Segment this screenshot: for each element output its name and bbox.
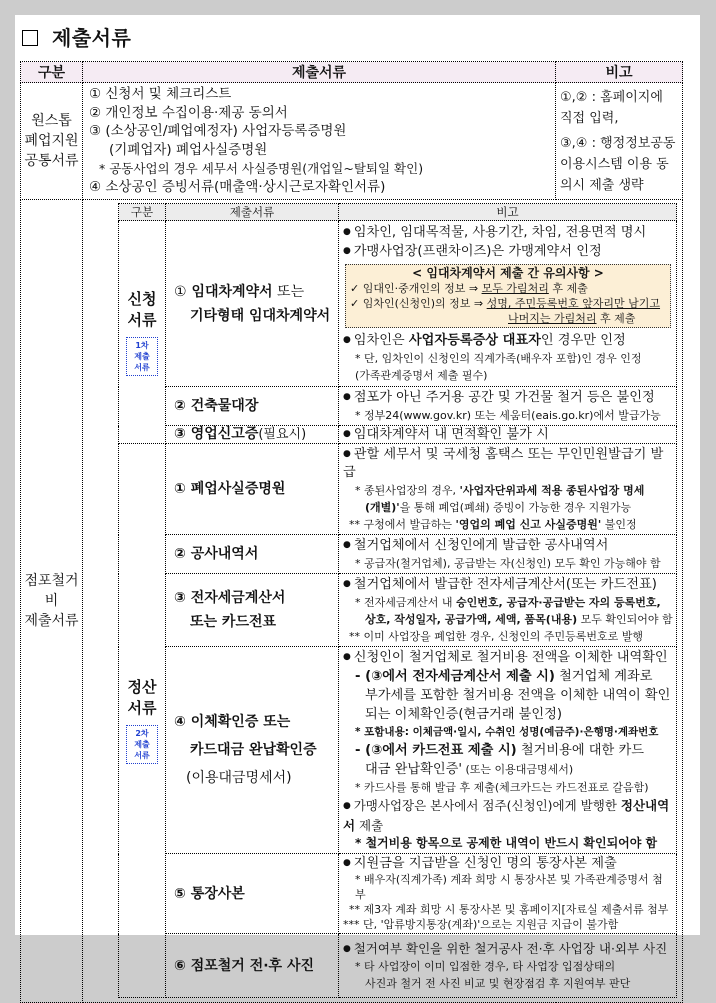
table-row-invoice xyxy=(119,574,677,647)
dash-sub: (또는 이용대금명세서) xyxy=(462,763,574,776)
bullet-text: 가맹사업장은 본사에서 점주(신청인)에게 발행한 xyxy=(353,798,621,813)
table-row-photos xyxy=(119,934,677,998)
note: * 철거비용 항목으로 공제한 내역이 반드시 확인되어야 함 xyxy=(355,836,658,850)
table-row-closure xyxy=(21,200,683,1003)
common-remarks xyxy=(556,83,683,200)
dash-text: 철거업체 계좌로 xyxy=(554,669,653,684)
notice-text: 후 제출 xyxy=(596,312,636,325)
bullet-text: 임차인은 xyxy=(353,333,409,348)
documents-table xyxy=(20,61,683,1003)
note: 사진과 철거 전 사진 비교 및 현장점검 후 지원여부 판단 xyxy=(365,976,631,990)
note: * 포함내용: 이체금액·일시, 수취인 성명(예금주)·은행명·계좌번호 xyxy=(355,726,659,738)
dash-text: 철거비용에 대한 카드 xyxy=(516,743,644,758)
notice-text: ✓ 임대인·중개인의 정보 ⇒ xyxy=(350,282,482,295)
note-text: 모두 확인되어야 함 xyxy=(577,613,673,626)
badge-line: 제출 xyxy=(134,351,150,361)
lease-notice-box xyxy=(345,264,671,328)
section-settlement xyxy=(119,444,166,998)
note: * 단, 임차인이 신청인의 직계가족(배우자 포함)인 경우 인정 xyxy=(355,352,642,365)
bullet: ● 가맹사업장(프랜차이즈)은 가맹계약서 인정 xyxy=(343,242,673,261)
table-row-bankbook xyxy=(119,854,677,934)
remarks-construction xyxy=(339,535,677,574)
note: ** 제3자 계좌 희망 시 통장사본 및 홈페이지[자료실 제출서류 첨부 xyxy=(349,903,669,916)
category-common xyxy=(21,83,83,200)
table-row-common xyxy=(21,83,683,200)
note: * 정부24(www.gov.kr) 또는 세움터(eais.go.kr)에서 발급가능 xyxy=(355,409,661,422)
category-line: 제출서류 xyxy=(24,613,79,629)
doc-name: ③ 전자세금계산서 xyxy=(174,590,286,606)
section-label: 서류 xyxy=(127,699,157,717)
remarks-invoice xyxy=(339,574,677,647)
col-header-category: 구분 xyxy=(21,62,83,83)
submission-badge-2 xyxy=(126,725,158,764)
section-application xyxy=(119,221,166,444)
header-row xyxy=(21,62,683,83)
col-header-remarks: 비고 xyxy=(556,62,683,83)
notice-underlined: 모두 가림처리 xyxy=(481,282,549,295)
section-title xyxy=(22,22,131,51)
note-text: 불인정 xyxy=(601,518,637,531)
inner-col-header-documents: 제출서류 xyxy=(166,204,339,221)
list-item: ① 신청서 및 체크리스트 xyxy=(89,86,232,103)
note: (가족관계증명서 제출 필수) xyxy=(355,369,488,382)
inner-header-row xyxy=(119,204,677,221)
doc-sub: (이용대금명세서) xyxy=(186,770,292,786)
bullet: ● 점포가 아닌 주거용 공간 및 가건물 철거 등은 불인정 xyxy=(343,388,673,407)
list-note: * 공동사업의 경우 세무서 사실증명원(개업일~탈퇴일 확인) xyxy=(99,160,424,176)
remark-text: ③,④ : 행정정보공동이용시스템 이용 동의시 제출 생략 xyxy=(560,135,676,193)
section-title-text: 제출서류 xyxy=(52,26,132,50)
bullet: ● 철거업체에서 신청인에게 발급한 공사내역서 xyxy=(343,536,673,555)
doc-tax-invoice xyxy=(166,574,339,647)
table-row-building xyxy=(119,387,677,426)
doc-name-line2: 기타형태 임대차계약서 xyxy=(190,307,331,324)
category-closure xyxy=(21,200,83,1003)
note-text: * 전자세금계산서 내 xyxy=(355,596,456,609)
bullet: ● 관할 세무서 및 국세청 홈택스 또는 무인민원발급기 발급 xyxy=(343,445,673,482)
doc-name-line2: 또는 카드전표 xyxy=(190,614,277,630)
bullet: ● 임차인, 임대목적물, 사용기간, 차임, 전용면적 명시 xyxy=(343,223,673,242)
note-bold: '사업자단위과세 적용 종된사업장 명세 xyxy=(459,484,645,497)
remarks-closure-cert xyxy=(339,444,677,535)
doc-transfer-confirmation xyxy=(166,647,339,854)
note: *** 단, '압류방지통장(계좌)'으로는 지원금 지급이 불가함 xyxy=(343,918,619,931)
bullet-bold: 정산내역서 xyxy=(343,798,670,833)
note: ** 이미 사업장을 폐업한 경우, 신청인의 주민등록번호로 발행 xyxy=(349,630,643,643)
note-bold: 상호, 작성일자, 공급가액, 세액, 품목(내용) xyxy=(365,613,578,626)
doc-construction-details: ② 공사내역서 xyxy=(166,535,339,574)
inner-col-header-category: 구분 xyxy=(119,204,166,221)
note: * 카드사를 통해 발급 후 제출(체크카드는 카드전표로 갈음함) xyxy=(355,781,649,794)
badge-line: 서류 xyxy=(134,362,150,372)
col-header-documents: 제출서류 xyxy=(83,62,556,83)
doc-store-photos: ⑥ 점포철거 전·후 사진 xyxy=(166,934,339,998)
common-documents xyxy=(83,83,556,200)
remarks-business xyxy=(339,426,677,444)
doc-sub: (필요시) xyxy=(258,427,307,442)
doc-name: 임대차계약서 xyxy=(191,283,273,300)
closure-documents-cell xyxy=(83,200,683,1003)
badge-line: 서류 xyxy=(134,751,150,760)
doc-name: ④ 이체확인증 또는 xyxy=(174,714,291,730)
bullet: ● 철거업체에서 발급한 전자세금계산서(또는 카드전표) xyxy=(343,575,673,594)
doc-bankbook-copy: ⑤ 통장사본 xyxy=(166,854,339,934)
category-line: 원스톱 xyxy=(31,113,72,129)
dash-text: 되는 이체확인증(현금거래 불인정) xyxy=(365,707,563,722)
closure-documents-table xyxy=(118,203,677,998)
doc-name-line2: 카드대금 완납확인증 xyxy=(190,742,317,758)
list-item: ③ (소상공인/폐업예정자) 사업자등록증명원 xyxy=(89,123,347,140)
note: * 타 사업장이 이미 입점한 경우, 타 사업장 입점상태의 xyxy=(355,959,616,973)
note-bold: 승인번호, 공급자·공급받는 자의 등록번호, xyxy=(456,596,661,609)
table-row-construction xyxy=(119,535,677,574)
badge-line: 제출 xyxy=(134,740,150,749)
category-line: 폐업지원 xyxy=(24,133,79,149)
doc-or: 또는 xyxy=(272,283,305,300)
doc-name: ③ 영업신고증 xyxy=(174,426,259,442)
notice-text: ✓ 임차인(신청인)의 정보 ⇒ xyxy=(350,297,487,310)
badge-line: 1차 xyxy=(135,340,149,350)
list-item: (기폐업자) 폐업사실증명원 xyxy=(109,142,268,158)
note-text: 을 통해 폐업(폐쇄) 증빙이 가능한 경우 지원가능 xyxy=(399,501,632,514)
bullet-bold: 사업자등록증상 대표자 xyxy=(408,333,541,348)
list-item: ④ 소상공인 증빙서류(매출액·상시근로자확인서류) xyxy=(89,179,386,196)
bullet: ● 지원금을 지급받을 신청인 명의 통장사본 제출 xyxy=(343,855,673,872)
notice-underlined: 나머지는 가림처리 xyxy=(508,312,597,325)
bullet: ● 신청인이 철거업체로 철거비용 전액을 이체한 내역확인 xyxy=(343,648,673,667)
note-text: * 종된사업장의 경우, xyxy=(355,484,460,497)
checkbox-square-icon xyxy=(22,30,38,46)
dash-text: 부가세를 포함한 철거비용 전액을 이체한 내역이 확인 xyxy=(365,688,671,703)
submission-badge-1 xyxy=(126,337,158,376)
inner-col-header-remarks: 비고 xyxy=(339,204,677,221)
note-text: ** 구청에서 발급하는 xyxy=(349,518,456,531)
table-row-business xyxy=(119,426,677,444)
remarks-building xyxy=(339,387,677,426)
dash-bold: - (③에서 카드전표 제출 시) xyxy=(355,743,517,758)
note: * 공급자(철거업체), 공급받는 자(신청인) 모두 확인 가능해야 함 xyxy=(355,557,661,570)
notice-underlined: 성명, 주민등록번호 앞자리만 남기고 xyxy=(486,297,661,310)
badge-line: 2차 xyxy=(135,729,149,738)
remark-text: ①,② : 홈페이지에 직접 입력, xyxy=(560,89,663,126)
dash-bold: - (③에서 전자세금계산서 제출 시) xyxy=(355,669,555,684)
doc-lease xyxy=(166,221,339,387)
remarks-transfer xyxy=(339,647,677,854)
note-bold: '영업의 폐업 신고 사실증명원' xyxy=(455,518,602,531)
section-label: 정산 xyxy=(127,678,157,696)
table-row-lease xyxy=(119,221,677,387)
dash-text: 대금 완납확인증' xyxy=(365,762,462,777)
section-label: 서류 xyxy=(127,310,157,329)
doc-building-register: ② 건축물대장 xyxy=(166,387,339,426)
note: * 배우자(직계가족) 계좌 희망 시 통장사본 및 가족관계증명서 첨부 xyxy=(355,873,663,901)
bullet: ● 임대차계약서 내 면적확인 불가 시 xyxy=(343,427,673,442)
bullet: ● 철거여부 확인을 위한 철거공사 전·후 사업장 내·외부 사진 xyxy=(343,940,673,958)
notice-title: < 임대차계약서 제출 간 유의사항 > xyxy=(412,266,604,280)
doc-closure-certificate: ① 폐업사실증명원 xyxy=(166,444,339,535)
doc-number: ① xyxy=(174,283,187,300)
remarks-photos xyxy=(339,934,677,998)
remarks-lease xyxy=(339,221,677,387)
category-line: 공통서류 xyxy=(24,153,79,169)
notice-text: 후 제출 xyxy=(548,282,588,295)
section-label: 신청 xyxy=(127,289,157,308)
table-row-closure-cert xyxy=(119,444,677,535)
category-line: 점포철거비 xyxy=(24,573,79,609)
bullet-text: 제출 xyxy=(355,818,384,833)
list-item: ② 개인정보 수집이용·제공 동의서 xyxy=(89,104,288,121)
table-row-transfer xyxy=(119,647,677,854)
doc-business-report xyxy=(166,426,339,444)
note-bold: (개별)' xyxy=(365,501,400,514)
remarks-bankbook xyxy=(339,854,677,934)
bullet-text: 인 경우만 인정 xyxy=(540,333,626,348)
